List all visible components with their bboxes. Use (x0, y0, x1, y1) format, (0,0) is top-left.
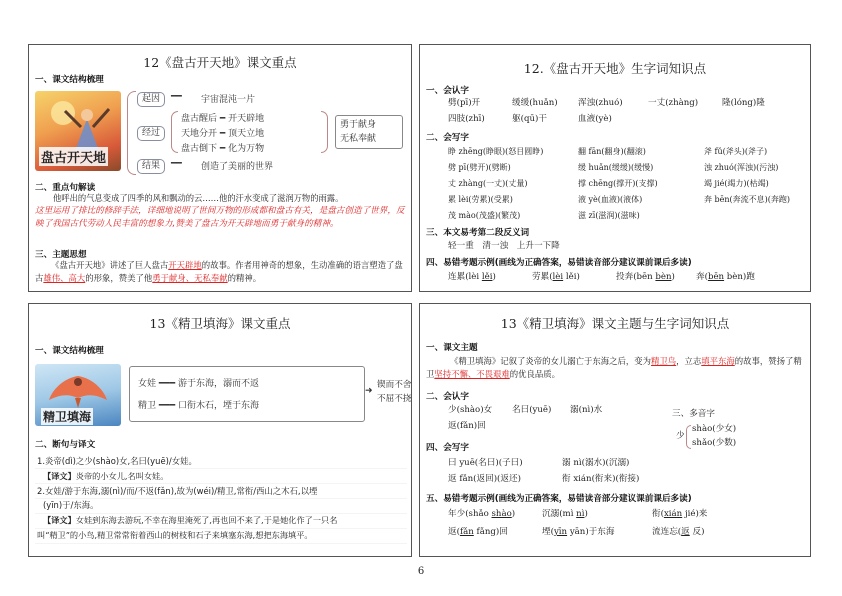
read-word: 劈(pī)开 (448, 98, 481, 108)
read-word: 血液(yè) (578, 114, 612, 124)
process-right-1: 开天辟地 (228, 114, 265, 124)
write-word: 撑 chēng(撑开)(支撑) (578, 179, 658, 188)
write-word: 缓 huǎn(缓缓)(缓慢) (578, 163, 654, 172)
panel-jingwei-vocabulary (419, 303, 811, 557)
section-heading: 五、易错考题示例(画线为正确答案，易错读音部分建议课前课后多读) (426, 494, 692, 504)
read-word: 溺(nì)水 (570, 405, 603, 415)
read-word: 浑浊(zhuó) (578, 98, 623, 108)
error-example: 奔(bēn bèn)跑 (696, 272, 755, 282)
section-heading: 一、课文结构梳理 (35, 346, 104, 356)
polyphone-item: shào(少女) (692, 424, 737, 434)
write-word: 斧 fǔ(斧头)(斧子) (704, 147, 768, 156)
write-word: 衔 xián(衔来)(衔接) (562, 474, 640, 484)
write-word: 返 fǎn(返回)(返还) (448, 474, 521, 484)
page-number: 6 (417, 566, 425, 577)
polyphone-heading: 三、多音字 (672, 409, 715, 419)
error-example: 堙(yīn yān)于东海 (542, 527, 615, 537)
process-right-2: 顶天立地 (228, 129, 265, 139)
section-heading: 二、重点句解读 (35, 183, 96, 193)
handwritten-note: 这里运用了排比的修辞手法，详细地说明了世间万物的形成都和盘古有关，是盘古创造了世界，反映了我国古代劳动人民丰富的想象力,赞美了盘古为开天辟地而勇于献身的精神。 (35, 206, 405, 229)
section-heading: 一、会认字 (426, 86, 469, 96)
quote-sentence: 他呼出的气息变成了四季的风和飘动的云……他的汗水变成了滋润万物的雨露。 (53, 193, 344, 203)
panel-title: 13《精卫填海》课文主题与生字词知识点 (500, 316, 730, 331)
error-example: 衔(xián jié)来 (652, 509, 708, 519)
read-word: 名曰(yuē) (512, 405, 552, 415)
map-row-1: 女娃 ━━━ 游于东海，溺而不返 (138, 379, 260, 389)
section-heading: 四、易错考题示例(画线为正确答案，易错读音部分建议课前课后多读) (426, 258, 692, 268)
pangu-illustration (35, 91, 121, 171)
section-heading: 四、会写字 (426, 443, 469, 453)
read-word: 返(fǎn)回 (448, 421, 486, 431)
antonyms: 轻一重 清一浊 上升一下降 (448, 241, 560, 251)
sentence-2a: 2.女娃/游于东海,溺(nì)/而/不返(fǎn),故为(wéi)/精卫,常衔/西山之木石,以堙 (37, 486, 318, 496)
cause-text: 宇宙混沌一片 (201, 95, 256, 105)
process-left-2: 天地分开 (181, 129, 218, 139)
translation-2b: 叫“精卫”的小鸟,精卫常常衔着西山的树枝和石子来填塞东海,想把东海填平。 (37, 530, 313, 540)
write-word: 劈 pī(劈开)(劈断) (448, 163, 511, 172)
read-word: 躯(qū)干 (512, 114, 547, 124)
arrow-line: ━━ (171, 92, 182, 102)
section-heading: 三、本文易考第二段反义词 (426, 228, 530, 238)
process-left-1: 盘古醒后 (181, 114, 218, 124)
label-result: 结果 (137, 159, 165, 174)
section-heading: 一、课文结构梳理 (35, 75, 104, 85)
arrow-line: ━━ (171, 159, 182, 169)
panel-title: 12《盘古开天地》课文重点 (143, 55, 297, 70)
error-example: 劳累(lèi lěi) (532, 272, 580, 282)
error-example: 沉溺(mì nì) (542, 509, 588, 519)
error-example: 流连忘(返 反) (652, 527, 705, 537)
spirit-2: 无私奉献 (340, 134, 377, 144)
write-word: 累 lèi(劳累)(受累) (448, 195, 513, 204)
brace (127, 91, 136, 175)
panel-title: 12.《盘古开天地》生字词知识点 (523, 61, 707, 76)
translation-1: 【译文】炎帝的小女儿,名叫女娃。 (43, 471, 169, 481)
write-word: 曰 yuē(名曰)(子曰) (448, 458, 523, 468)
error-example: 年少(shǎo shào) (448, 509, 516, 519)
spirit-box (335, 115, 403, 149)
sentence-2b: (yīn)于/东海。 (43, 500, 99, 510)
panel-jingwei-key-points (28, 303, 412, 557)
spirit-1: 勇于献身 (340, 120, 377, 130)
section-heading: 二、会写字 (426, 133, 469, 143)
panel-pangu-vocabulary (419, 44, 811, 292)
write-word: 浊 zhuó(浑浊)(污浊) (704, 163, 779, 172)
write-word: 液 yè(血液)(液体) (578, 195, 643, 204)
jingwei-illustration (35, 364, 121, 426)
lined-notes (35, 454, 407, 550)
illustration-caption: 精卫填海 (43, 410, 92, 424)
error-example: 连累(lèi lěi) (448, 272, 496, 282)
write-word: 溺 nì(溺水)(沉溺) (562, 458, 630, 468)
process-right-3: 化为万物 (228, 144, 265, 154)
write-word: 翻 fān(翻身)(翻滚) (578, 147, 646, 156)
read-word: 四肢(zhī) (448, 114, 485, 124)
theme-paragraph: 《精卫填海》记叙了炎帝的女儿溺亡于东海之后，变为精卫鸟，立志填平东海的故事，赞扬了精卫坚持不懈、不畏艰难的优良品质。 (426, 356, 802, 379)
illustration-caption: 盘古开天地 (39, 147, 108, 166)
write-word: 茂 mào(茂盛)(繁茂) (448, 211, 521, 220)
brace (686, 425, 691, 449)
panel-title: 13《精卫填海》课文重点 (149, 316, 291, 331)
polyphone-char: 少 (676, 431, 685, 441)
spirit: 锲而不舍 不屈不挠 (377, 380, 412, 404)
section-heading: 二、断句与译文 (35, 440, 96, 450)
write-word: 竭 jié(竭力)(枯竭) (704, 179, 769, 188)
polyphone-item: shǎo(少数) (692, 438, 737, 448)
write-word: 滋 zī(滋润)(滋味) (578, 211, 640, 220)
section-heading: 二、会认字 (426, 392, 469, 402)
result-text: 创造了美丽的世界 (201, 162, 274, 172)
read-word: 隆(lóng)隆 (722, 98, 765, 108)
panel-pangu-key-points: 12《盘古开天地》课文重点 一、课文结构梳理 盘古开天地 起因 ━━ 宇宙混沌一片 经过 盘古醒后 ━ 开天辟地 天地分开 ━ 顶天立地 盘古倒下 ━ 化为万物 结果 ━━ 创造了美丽的世界 勇于献身 无私奉献 二、重点句解读 他呼出的气息变成了四季的风和飘动的云……他的汗水变成了滋润万物的雨露。 这里运用了排比的修辞手法，详细地说明了世间万物的形成都和盘古有关，是盘古创造了世界，反映了我国古代劳动人民丰富的想象力,赞美了盘古为开天辟地而勇于献身的精神。 三、主题思想 《盘古开天地》讲述了巨人盘古开天辟地的故事。作者用神奇的想象，生动准确的语言塑造了盘古雄伟、高大的形象，赞美了他勇于献身、无私奉献的精神。 (28, 44, 412, 292)
write-word: 丈 zhàng(一丈)(丈量) (448, 179, 528, 188)
sentence-1: 1.炎帝(dì)之少(shào)女,名曰(yuē)/女娃。 (37, 456, 197, 466)
section-heading: 一、课文主题 (426, 343, 478, 353)
theme-paragraph: 《盘古开天地》讲述了巨人盘古开天辟地的故事。作者用神奇的想象，生动准确的语言塑造了盘古雄伟、高大的形象，赞美了他勇于献身、无私奉献的精神。 (35, 260, 403, 283)
structure-box (129, 366, 365, 422)
read-word: 一丈(zhàng) (648, 98, 699, 108)
read-word: 少(shào)女 (448, 405, 493, 415)
brace (171, 111, 178, 153)
read-word: 缓缓(huǎn) (512, 98, 558, 108)
map-row-2: 精卫 ━━━ 口衔木石，堙于东海 (138, 401, 260, 411)
arrow-icon: ➜ (365, 386, 373, 396)
translation-2a: 【译文】女娃到东海去游玩,不幸在海里淹死了,再也回不来了,于是她化作了一只名 (43, 515, 338, 525)
write-word: 睁 zhēng(睁眼)(怒目圆睁) (448, 147, 544, 156)
write-word: 奔 bēn(奔流不息)(奔跑) (704, 195, 791, 204)
brace (321, 111, 328, 153)
error-example: 投奔(bēn bèn) (616, 272, 675, 282)
label-process: 经过 (137, 126, 165, 141)
error-example: 返(fǎn fǎng)回 (448, 527, 508, 537)
label-cause: 起因 (137, 92, 165, 107)
process-left-3: 盘古倒下 (181, 144, 218, 154)
section-heading: 三、主题思想 (35, 250, 87, 260)
